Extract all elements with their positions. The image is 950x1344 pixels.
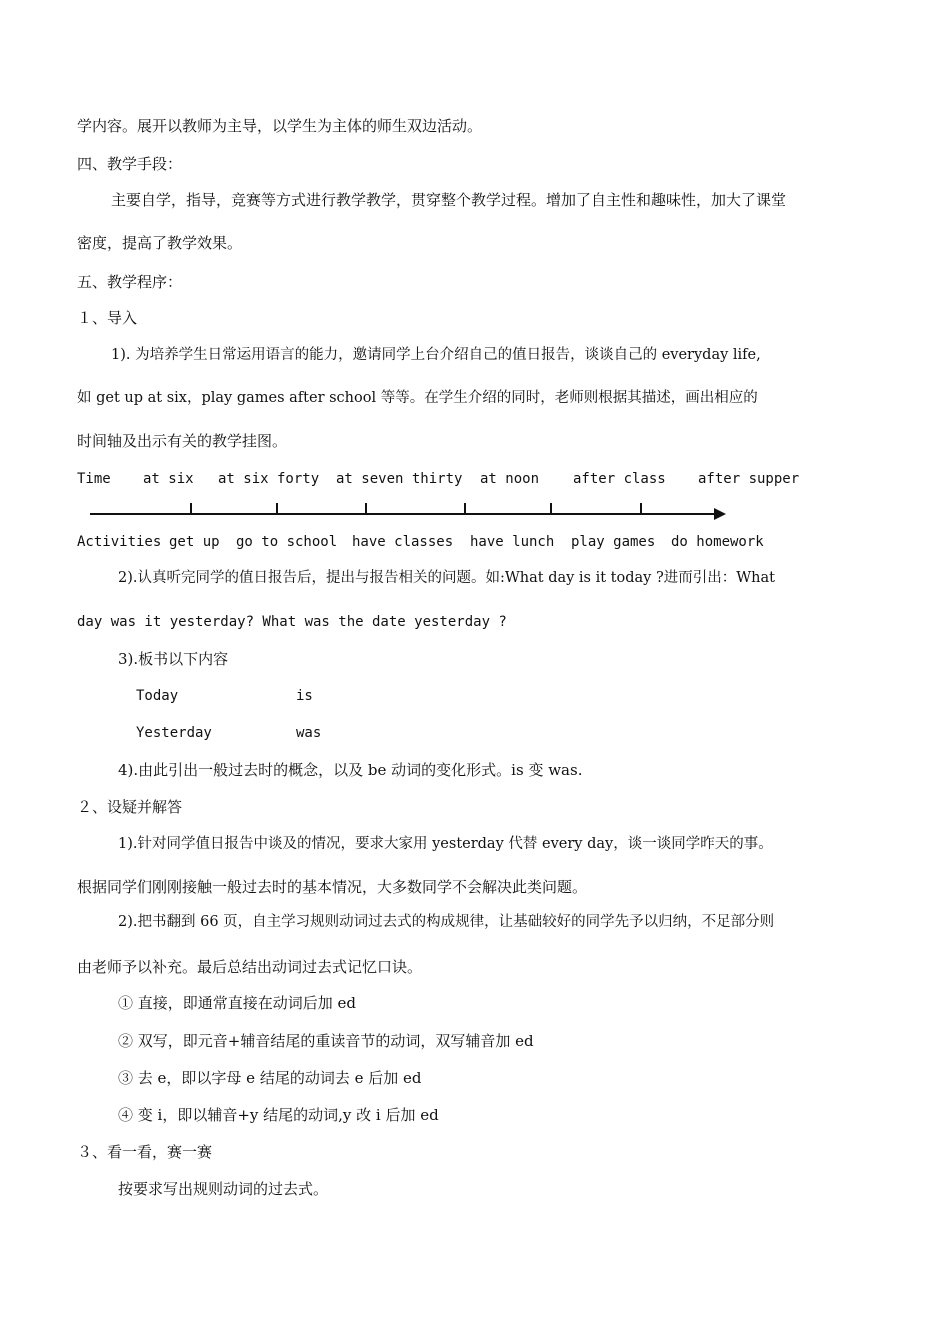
paragraph-line: 学内容。展开以教师为主导，以学生为主体的师生双边活动。 xyxy=(77,117,483,135)
list-item: ② 双写，即元音+辅音结尾的重读音节的动词，双写辅音加 ed xyxy=(118,1032,534,1050)
subsection-heading: １、导入 xyxy=(77,309,138,327)
timeline-time: at seven thirty xyxy=(336,471,463,487)
paragraph-line: 如 get up at six，play games after school 等等。在学生介绍的同时，老师则根据其描述，画出相应的 xyxy=(77,390,758,406)
paragraph-line: 2).把书翻到 66 页，自主学习规则动词过去式的构成规律，让基础较好的同学先予以归纳，不足部分则 xyxy=(118,914,775,930)
section-heading: 四、教学手段： xyxy=(77,155,183,173)
timeline-time: at six forty xyxy=(218,471,320,487)
list-item: ① 直接，即通常直接在动词后加 ed xyxy=(118,994,357,1012)
paragraph-line: 主要自学，指导，竞赛等方式进行教学教学，贯穿整个教学过程。增加了自主性和趣味性，加大了课堂 xyxy=(111,191,787,209)
board-word: was xyxy=(296,725,322,741)
paragraph-line: 4).由此引出一般过去时的概念，以及 be 动词的变化形式。is 变 was. xyxy=(118,761,583,779)
paragraph-line: 1).针对同学值日报告中谈及的情况，要求大家用 yesterday 代替 every day，谈一谈同学昨天的事。 xyxy=(118,836,773,852)
timeline-arrow-head xyxy=(714,508,726,520)
paragraph-line: 1). 为培养学生日常运用语言的能力，邀请同学上台介绍自己的值日报告，谈谈自己的 everyday life, xyxy=(111,347,761,363)
timeline-time: after supper xyxy=(698,471,800,487)
timeline-activity: play games xyxy=(571,534,656,550)
paragraph-line: 按要求写出规则动词的过去式。 xyxy=(118,1180,329,1198)
timeline-time: at noon xyxy=(480,471,540,487)
paragraph-line: day was it yesterday? What was the date yesterday ? xyxy=(77,614,507,630)
list-item: ④ 变 i，即以辅音+y 结尾的动词,y 改 i 后加 ed xyxy=(118,1106,439,1124)
timeline-activity: get up xyxy=(169,534,220,550)
paragraph-line: 时间轴及出示有关的教学挂图。 xyxy=(77,432,288,450)
timeline-time: at six xyxy=(143,471,194,487)
timeline-axis xyxy=(90,503,730,525)
board-word: Today xyxy=(136,688,179,704)
subsection-heading: ２、设疑并解答 xyxy=(77,798,183,816)
timeline-activity: have lunch xyxy=(470,534,555,550)
timeline-activity: go to school xyxy=(236,534,338,550)
paragraph-line: 3).板书以下内容 xyxy=(118,650,229,668)
timeline-activity: have classes xyxy=(352,534,454,550)
section-heading: 五、教学程序： xyxy=(77,273,183,291)
list-item: ③ 去 e，即以字母 e 结尾的动词去 e 后加 ed xyxy=(118,1069,422,1087)
board-word: is xyxy=(296,688,313,704)
timeline-time-label: Time xyxy=(77,471,111,487)
paragraph-line: 2).认真听完同学的值日报告后，提出与报告相关的问题。如:What day is it today ?进而引出：What xyxy=(118,570,775,586)
paragraph-line: 密度，提高了教学效果。 xyxy=(77,234,243,252)
subsection-heading: ３、看一看，赛一赛 xyxy=(77,1143,213,1161)
paragraph-line: 根据同学们刚刚接触一般过去时的基本情况，大多数同学不会解决此类问题。 xyxy=(77,878,588,896)
timeline-activity: do homework xyxy=(671,534,764,550)
timeline-time: after class xyxy=(573,471,666,487)
timeline-activities-label: Activities xyxy=(77,534,162,550)
paragraph-line: 由老师予以补充。最后总结出动词过去式记忆口诀。 xyxy=(77,958,423,976)
board-word: Yesterday xyxy=(136,725,212,741)
